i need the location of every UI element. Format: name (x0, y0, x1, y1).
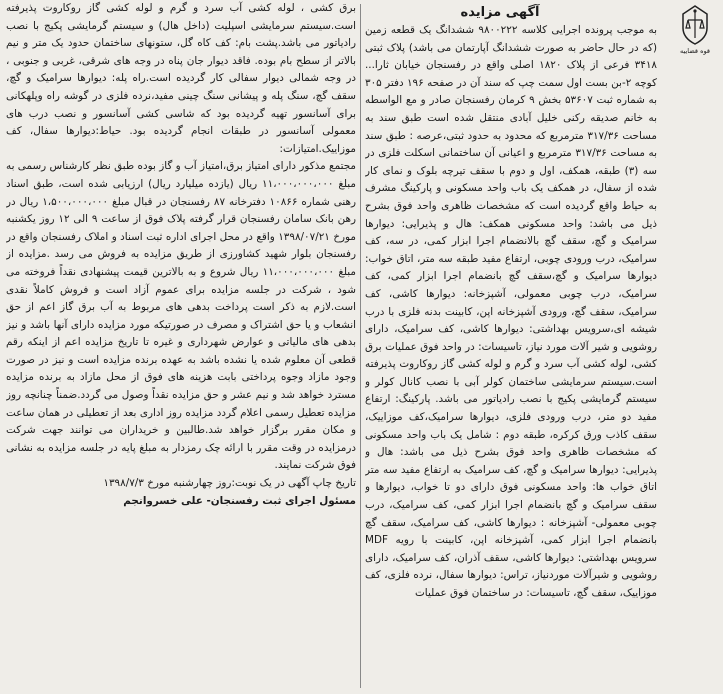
signature: مسئول اجرای ثبت رفسنجان- علی خسروانجم (123, 494, 356, 507)
left-column (6, 0, 356, 510)
notice-title: آگهی مزایده (460, 5, 540, 20)
publish-date: تاریخ چاپ آگهی در یک نوبت:روز چهارشنبه مورخ ۱۳۹۸/۷/۳ (103, 477, 356, 490)
column-divider (360, 4, 361, 688)
notice-paragraph: مجتمع مذکور دارای امتیاز برق،امتیاز آب و گاز بوده طبق نظر کارشناس رسمی به مبلغ ۱۱،۰۰۰،۰۰۰،۰۰۰ ریال (یازده میلیارد ریال) ارزیابی شده است، طبق اسناد رهنی شماره ۱۰۸۶۶ دفترخانه ۸۷ رفسنجان در قبال مبلغ ۱،۵۰۰،۰۰۰،۰۰۰ ریال در رهن بانک سامان رفسنجان قرار گرفته پلاک فوق از ساعت ۹ الی ۱۲ روز یکشنبه مورخ ۱۳۹۸/۰۷/۲۱ واقع در محل اجرای اداره ثبت اسناد و املاک رفسنجان واقع در رفسنجان بلوار شهید کشاورزی از طریق مزایده به فروش می رسد .مزایده از مبلغ ۱۱،۰۰۰،۰۰۰،۰۰۰ ریال شروع و به بالاترین قیمت پیشنهادی نقداً فروخته می شود ، شرکت در جلسه مزایده برای عموم آزاد است و فروش کاملاً نقدی است.لازم به ذکر است پرداخت بدهی های مربوط به آب برق گاز اعم از حق انشعاب و یا حق اشتراک و مصرف در صورتیکه مورد مزایده دارای آنها باشد و نیز بدهی های مالیاتی و عوارض شهرداری و غیره تا تاریخ مزایده اعم از اینکه رقم قطعی آن معلوم شده یا نشده باشد به عهده برنده مزایده است و نیز در صورت وجود مازاد وجوه پرداختی بابت هزینه های فوق از محل مازاد به برنده مزایده مسترد خواهد شد و نیم عشر و حق مزایده نقداً وصول می گردد.ضمناً چنانچه روز مزایده تعطیل رسمی اعلام گردد مزایده روز اداری بعد از تعطیلی در همان ساعت و مکان مقرر برگزار خواهد شد.طالبین و خریداران می توانند جهت شرکت درمزایده در وقت مقرر با ارائه چک رمزدار به مبلغ پایه در جلسه مزایده به نشانی فوق شرکت نمایند. (6, 160, 356, 472)
notice-paragraph: به موجب پرونده اجرایی کلاسه ۹۸۰۰۲۲۲ ششدانگ یک قطعه زمین (که در حال حاضر به صورت ششدانگ آپارتمان می باشد) پلاک ثبتی ۳۴۱۸ فرعی از پلاک ۱۸۲۰ اصلی واقع در رفسنجان خیابان ثارا... کوچه ۲-بن بست اول سمت چپ که سند آن در صفحه ۱۹۶ دفتر ۳۰۵ به شماره ثبت ۵۳۶۰۷ بخش ۹ کرمان رفسنجان صادر و مع الواسطه به خانم صدیقه رکنی خلیل آبادی منتقل شده است طبق سند به مساحت ۳۱۷/۳۶ مترمربع که محدود به حدود ثبتی،عرصه : طبق سند به مساحت ۳۱۷/۳۶ مترمربع و اعیانی آن ساختمانی اسکلت فلزی در سه (۳) طبقه، همکف، اول و دوم با سقف تیرچه بلوک و نمای کار شده از سفال، در همکف یک باب واحد مسکونی و پارکینگ مشرف به حیاط واقع گردیده است که مشخصات ظاهری واحد فوق بشرح ذیل می باشد: واحد مسکونی همکف: هال و پذیرایی: دیوارها سرامیک و گچ، سقف گچ بالانضمام اجرا ابزار کمی، در سه، کف سرامیک، درب ورودی چوبی، ارتفاع مفید طبقه سه متر، اتاق خواب: دیوارها سرامیک و گچ،سقف گچ بانضمام اجرا ابزار کمی، کف سرامیک، درب چوبی معمولی، آشپزخانه: دیوارها کاشی، کف سرامیک، سقف گچ، ورودی آشپزخانه اپن، کابینت بدنه فلزی با درب شیشه ای،سرویس بهداشتی: دیوارها کاشی، کف سرامیک، دارای روشویی و شیر آلات مورد نیاز، تاسیسات: در واحد فوق عملیات برق کشی، لوله کشی آب سرد و گرم و لوله کشی گاز روکاروت پذیرفته است.سیستم سرمایشی ساختمان کولر آبی با نصب کانال کولر و سیستم گرمایشی پکیج با نصب رادیاتور می باشد. پارکینگ: ارتفاع مفید دو متر، درب ورودی فلزی، دیوارها سرامیک،کف موزاییک، سقف کاذب ورق کرکره، طبقه دوم : شامل یک باب واحد مسکونی که مشخصات ظاهری واحد فوق بشرح ذیل می باشد: هال و پذیرایی: دیوارها سرامیک و گچ، کف سرامیک به ارتفاع مفید سه متر اتاق خواب ها: واحد مسکونی فوق دارای دو تا خواب، دیوارها و سقف سرامیک و گچ بانضمام اجرا ابزار کمی، کف سرامیک، درب چوبی معمولی- آشپزخانه : دیوارها کاشی، کف سرامیک، سقف گچ بانضمام اجرا ابزار کمی، آشپزخانه اپن، کابینت با رویه MDF سرویس بهداشتی: دیوارها کاشی، سقف آذران، کف سرامیک، دارای روشویی و شیرآلات موردنیاز، تراس: دیوارها سفال، نرده فلزی، کف موزاییک، سقف گچ، تاسیسات: در ساختمان فوق عملیات (365, 24, 658, 599)
emblem-label: قوه قضاییه (680, 47, 710, 55)
right-column (365, 4, 715, 603)
notice-paragraph: برق کشی ، لوله کشی آب سرد و گرم و لوله کشی گاز روکاروت پذیرفته است.سیستم سرمایشی اسپلیت (داخل هال) و سیستم گرمایشی پکیج با نصب رادیاتور می باشد.پشت بام: کف کاه گل، ستونهای ساختمان حدود یک متر و نیم بالاتر از سطح بام بوده. فاقد دیوار جان پناه در وجه های شرقی، غربی و جنوبی ، در وجه شمالی دیوار سفالی کار گردیده است.راه پله: دیوارها سرامیک و گچ، سقف گچ، سنگ پله و پیشانی سنگ چینی مفید،نرده فلزی در گوشه راه وپلهکانی برای آسانسور تهیه گردیده بود که شاسی کشی آسانسور و نصب درب های معمولی آسانسور در طبقات انجام گردیده بود. حیاط:دیوارها سفال، کف موزاییک.امتیازات: (6, 2, 356, 155)
